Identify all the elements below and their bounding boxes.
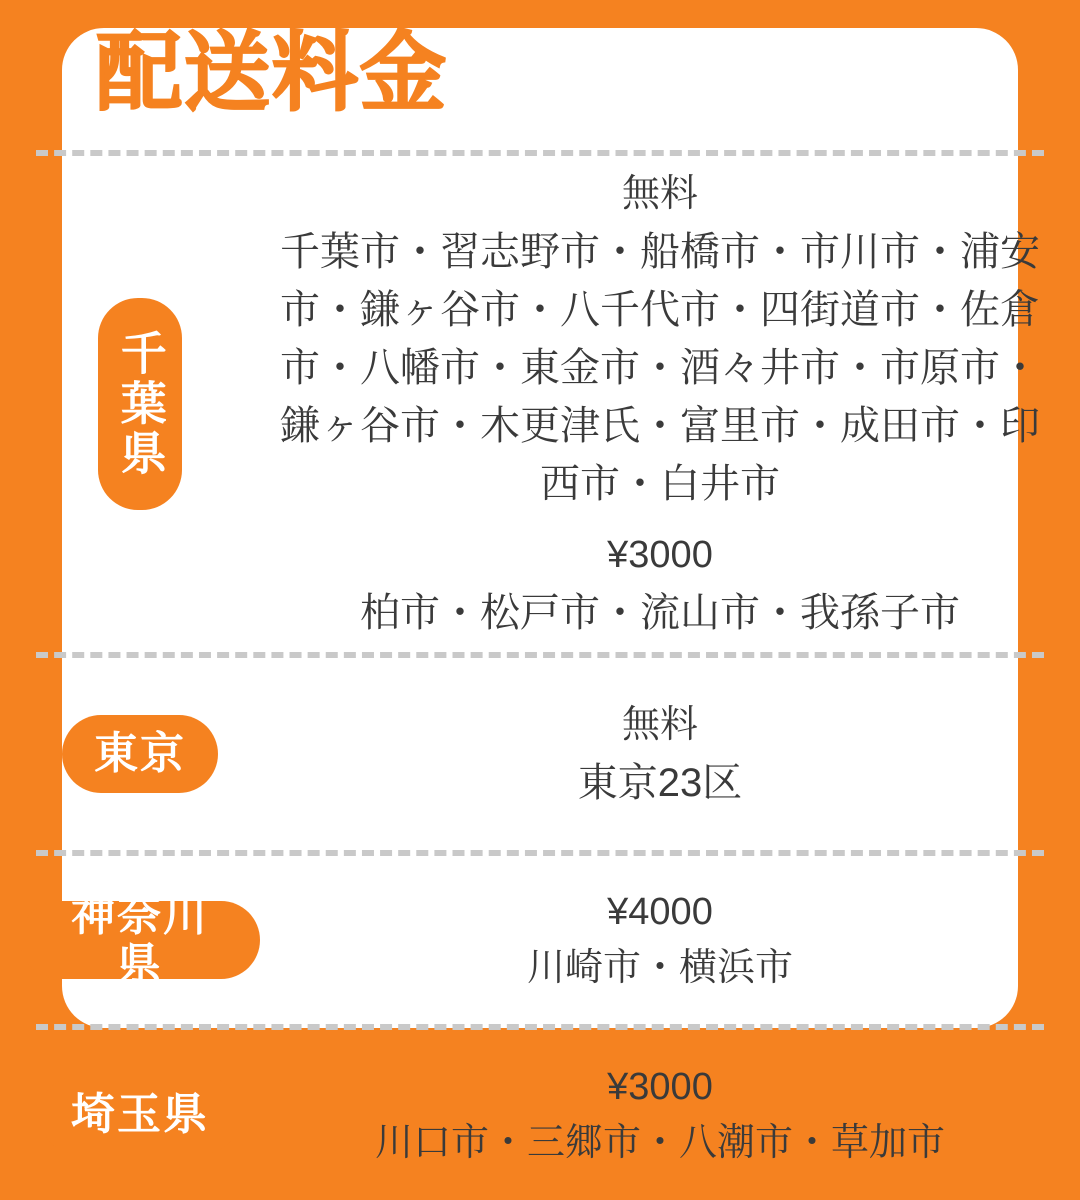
- badge-cell: [20, 298, 260, 510]
- fee-content-tokyo: [260, 697, 1060, 812]
- fee-block: [260, 166, 1060, 513]
- fee-price: ¥4000: [607, 890, 713, 933]
- badge-cell: [20, 890, 260, 989]
- region-badge-chiba: 千葉県: [98, 298, 182, 510]
- badge-cell: [20, 1076, 260, 1154]
- fee-row-chiba: [20, 156, 1060, 652]
- fee-cities: 東京23区: [577, 760, 743, 805]
- region-badge-saitama: 埼玉県: [39, 1076, 241, 1154]
- region-badge-kanagawa: 神奈川県: [20, 901, 260, 979]
- fee-price: ¥3000: [607, 1065, 713, 1108]
- fee-cities: 千葉市・習志野市・船橋市・市川市・浦安市・鎌ヶ谷市・八千代市・四街道市・佐倉市・八幡市・東金市・酒々井市・市原市・鎌ヶ谷市・木更津氏・富里市・成田市・印西市・白井市: [280, 230, 1040, 506]
- page-title: 配送料金: [96, 25, 448, 121]
- fee-cities: 川口市・三郷市・八潮市・草加市: [374, 1121, 945, 1164]
- fee-row-tokyo: [20, 658, 1060, 850]
- fee-content-chiba: [260, 166, 1060, 642]
- badge-cell: [20, 715, 260, 793]
- fee-content-kanagawa: [260, 884, 1060, 996]
- fee-price: 無料: [621, 173, 698, 215]
- fee-block: [260, 697, 1060, 812]
- fee-block: [260, 527, 1060, 642]
- fee-content-saitama: [260, 1059, 1060, 1171]
- fee-cities: 川崎市・横浜市: [526, 946, 793, 989]
- fee-price: ¥3000: [607, 534, 713, 576]
- fee-rows: [20, 150, 1060, 1164]
- fee-row-saitama: [20, 1030, 1060, 1200]
- fee-price: 無料: [621, 703, 698, 746]
- fee-row-kanagawa: [20, 856, 1060, 1024]
- fee-block: [260, 884, 1060, 996]
- region-badge-tokyo: 東京: [62, 715, 218, 793]
- fee-cities: 柏市・松戸市・流山市・我孫子市: [360, 591, 960, 635]
- fee-block: [260, 1059, 1060, 1171]
